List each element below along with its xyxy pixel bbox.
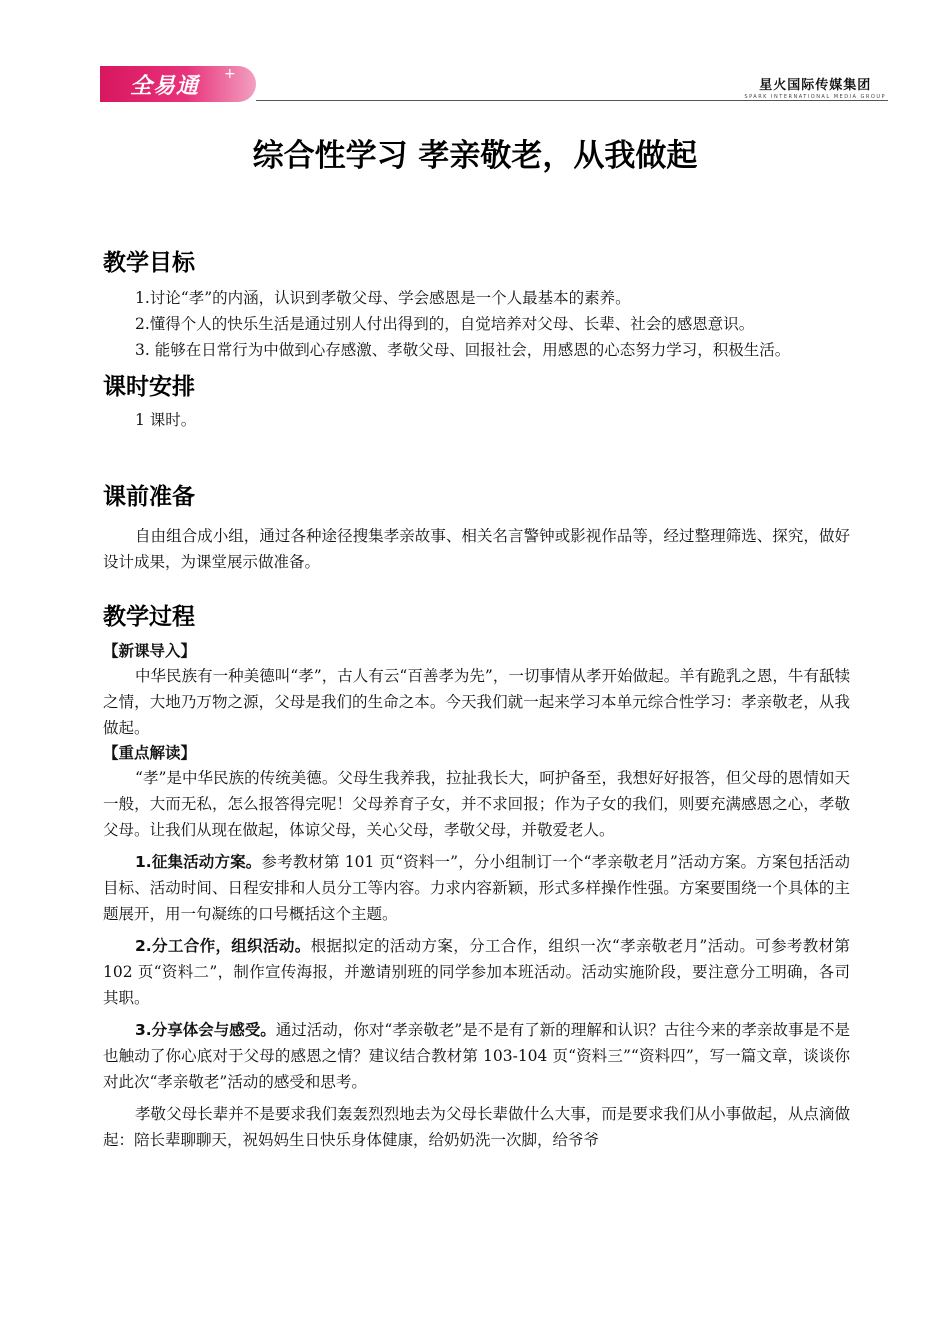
objective-item: 3. 能够在日常行为中做到心存感激、孝敬父母、回报社会，用感恩的心态努力学习，积极生活。: [135, 341, 791, 359]
brand-logo: [100, 66, 256, 102]
page-title: 综合性学习 孝亲敬老，从我做起: [252, 138, 698, 174]
publisher-name: 星火国际传媒集团: [759, 78, 872, 93]
page-header: [0, 0, 950, 110]
step-paragraph: [103, 933, 850, 1011]
objectives-list: [103, 285, 850, 363]
logo-star-icon: +: [224, 66, 236, 82]
step-lead: 2.分工合作，组织活动。: [135, 937, 311, 955]
prep-text: 自由组合成小组，通过各种途径搜集孝亲故事、相关名言警钟或影视作品等，经过整理筛选、探究，做好设计成果，为课堂展示做准备。: [103, 527, 850, 571]
step-lead: 3.分享体会与感受。: [135, 1021, 276, 1039]
objective-item: 2.懂得个人的快乐生活是通过别人付出得到的，自觉培养对父母、长辈、社会的感恩意识。: [135, 315, 755, 333]
objective-item: 1.讨论“孝”的内涵，认识到孝敬父母、学会感恩是一个人最基本的素养。: [135, 289, 631, 307]
step-text: 根据拟定的活动方案，分工合作，组织一次“孝亲敬老月”活动。可参考教材第 102 页“资料二”，制作宣传海报，并邀请别班的同学参加本班活动。活动实施阶段，要注意分工明确，各司其职。: [103, 937, 850, 1007]
logo-text: 全易通: [130, 74, 200, 99]
objectives-heading: 教学目标: [103, 250, 195, 276]
intro-text: 中华民族有一种美德叫“孝”，古人有云“百善孝为先”，一切事情从孝开始做起。羊有跪乳之恩，牛有舐犊之情，大地乃万物之源，父母是我们的生命之本。今天我们就一起来学习本单元综合性学习：孝亲敬老，从我做起。: [103, 667, 850, 737]
process-heading: 教学过程: [103, 604, 195, 630]
key-tag: 【重点解读】: [103, 744, 197, 762]
closing-text: 孝敬父母长辈并不是要求我们轰轰烈烈地去为父母长辈做什么大事，而是要求我们从小事做起，从点滴做起：陪长辈聊聊天，祝妈妈生日快乐身体健康，给奶奶洗一次脚，给爷爷: [103, 1105, 850, 1149]
schedule-heading: 课时安排: [103, 374, 195, 400]
document-body: [103, 245, 850, 1153]
key-text: “孝”是中华民族的传统美德。父母生我养我，拉扯我长大，呵护备至，我想好好报答，但父母的恩情如天一般，大而无私，怎么报答得完呢！父母养育子女，并不求回报；作为子女的我们，则要充满感恩之心，孝敬父母。让我们从现在做起，体谅父母，关心父母，孝敬父母，并敬爱老人。: [103, 769, 850, 839]
step-text: 参考教材第 101 页“资料一”，分小组制订一个“孝亲敬老月”活动方案。方案包括活动目标、活动时间、日程安排和人员分工等内容。力求内容新颖，形式多样操作性强。方案要围绕一个具体的主题展开，用一句凝练的口号概括这个主题。: [103, 853, 850, 923]
publisher-mark: [744, 74, 886, 100]
header-divider: [256, 100, 888, 101]
step-paragraph: [103, 1017, 850, 1095]
publisher-english: SPARK INTERNATIONAL MEDIA GROUP: [744, 94, 886, 100]
schedule-text: 1 课时。: [135, 411, 197, 429]
step-paragraph: [103, 849, 850, 927]
step-lead: 1.征集活动方案。: [135, 853, 262, 871]
prep-heading: 课前准备: [103, 484, 195, 510]
intro-tag: 【新课导入】: [103, 642, 197, 660]
step-text: 通过活动，你对“孝亲敬老”是不是有了新的理解和认识？古往今来的孝亲故事是不是也触动了你心底对于父母的感恩之情？建议结合教材第 103-104 页“资料三”“资料四”，写一篇文章，谈谈你对此次“孝亲敬老”活动的感受和思考。: [103, 1021, 850, 1091]
